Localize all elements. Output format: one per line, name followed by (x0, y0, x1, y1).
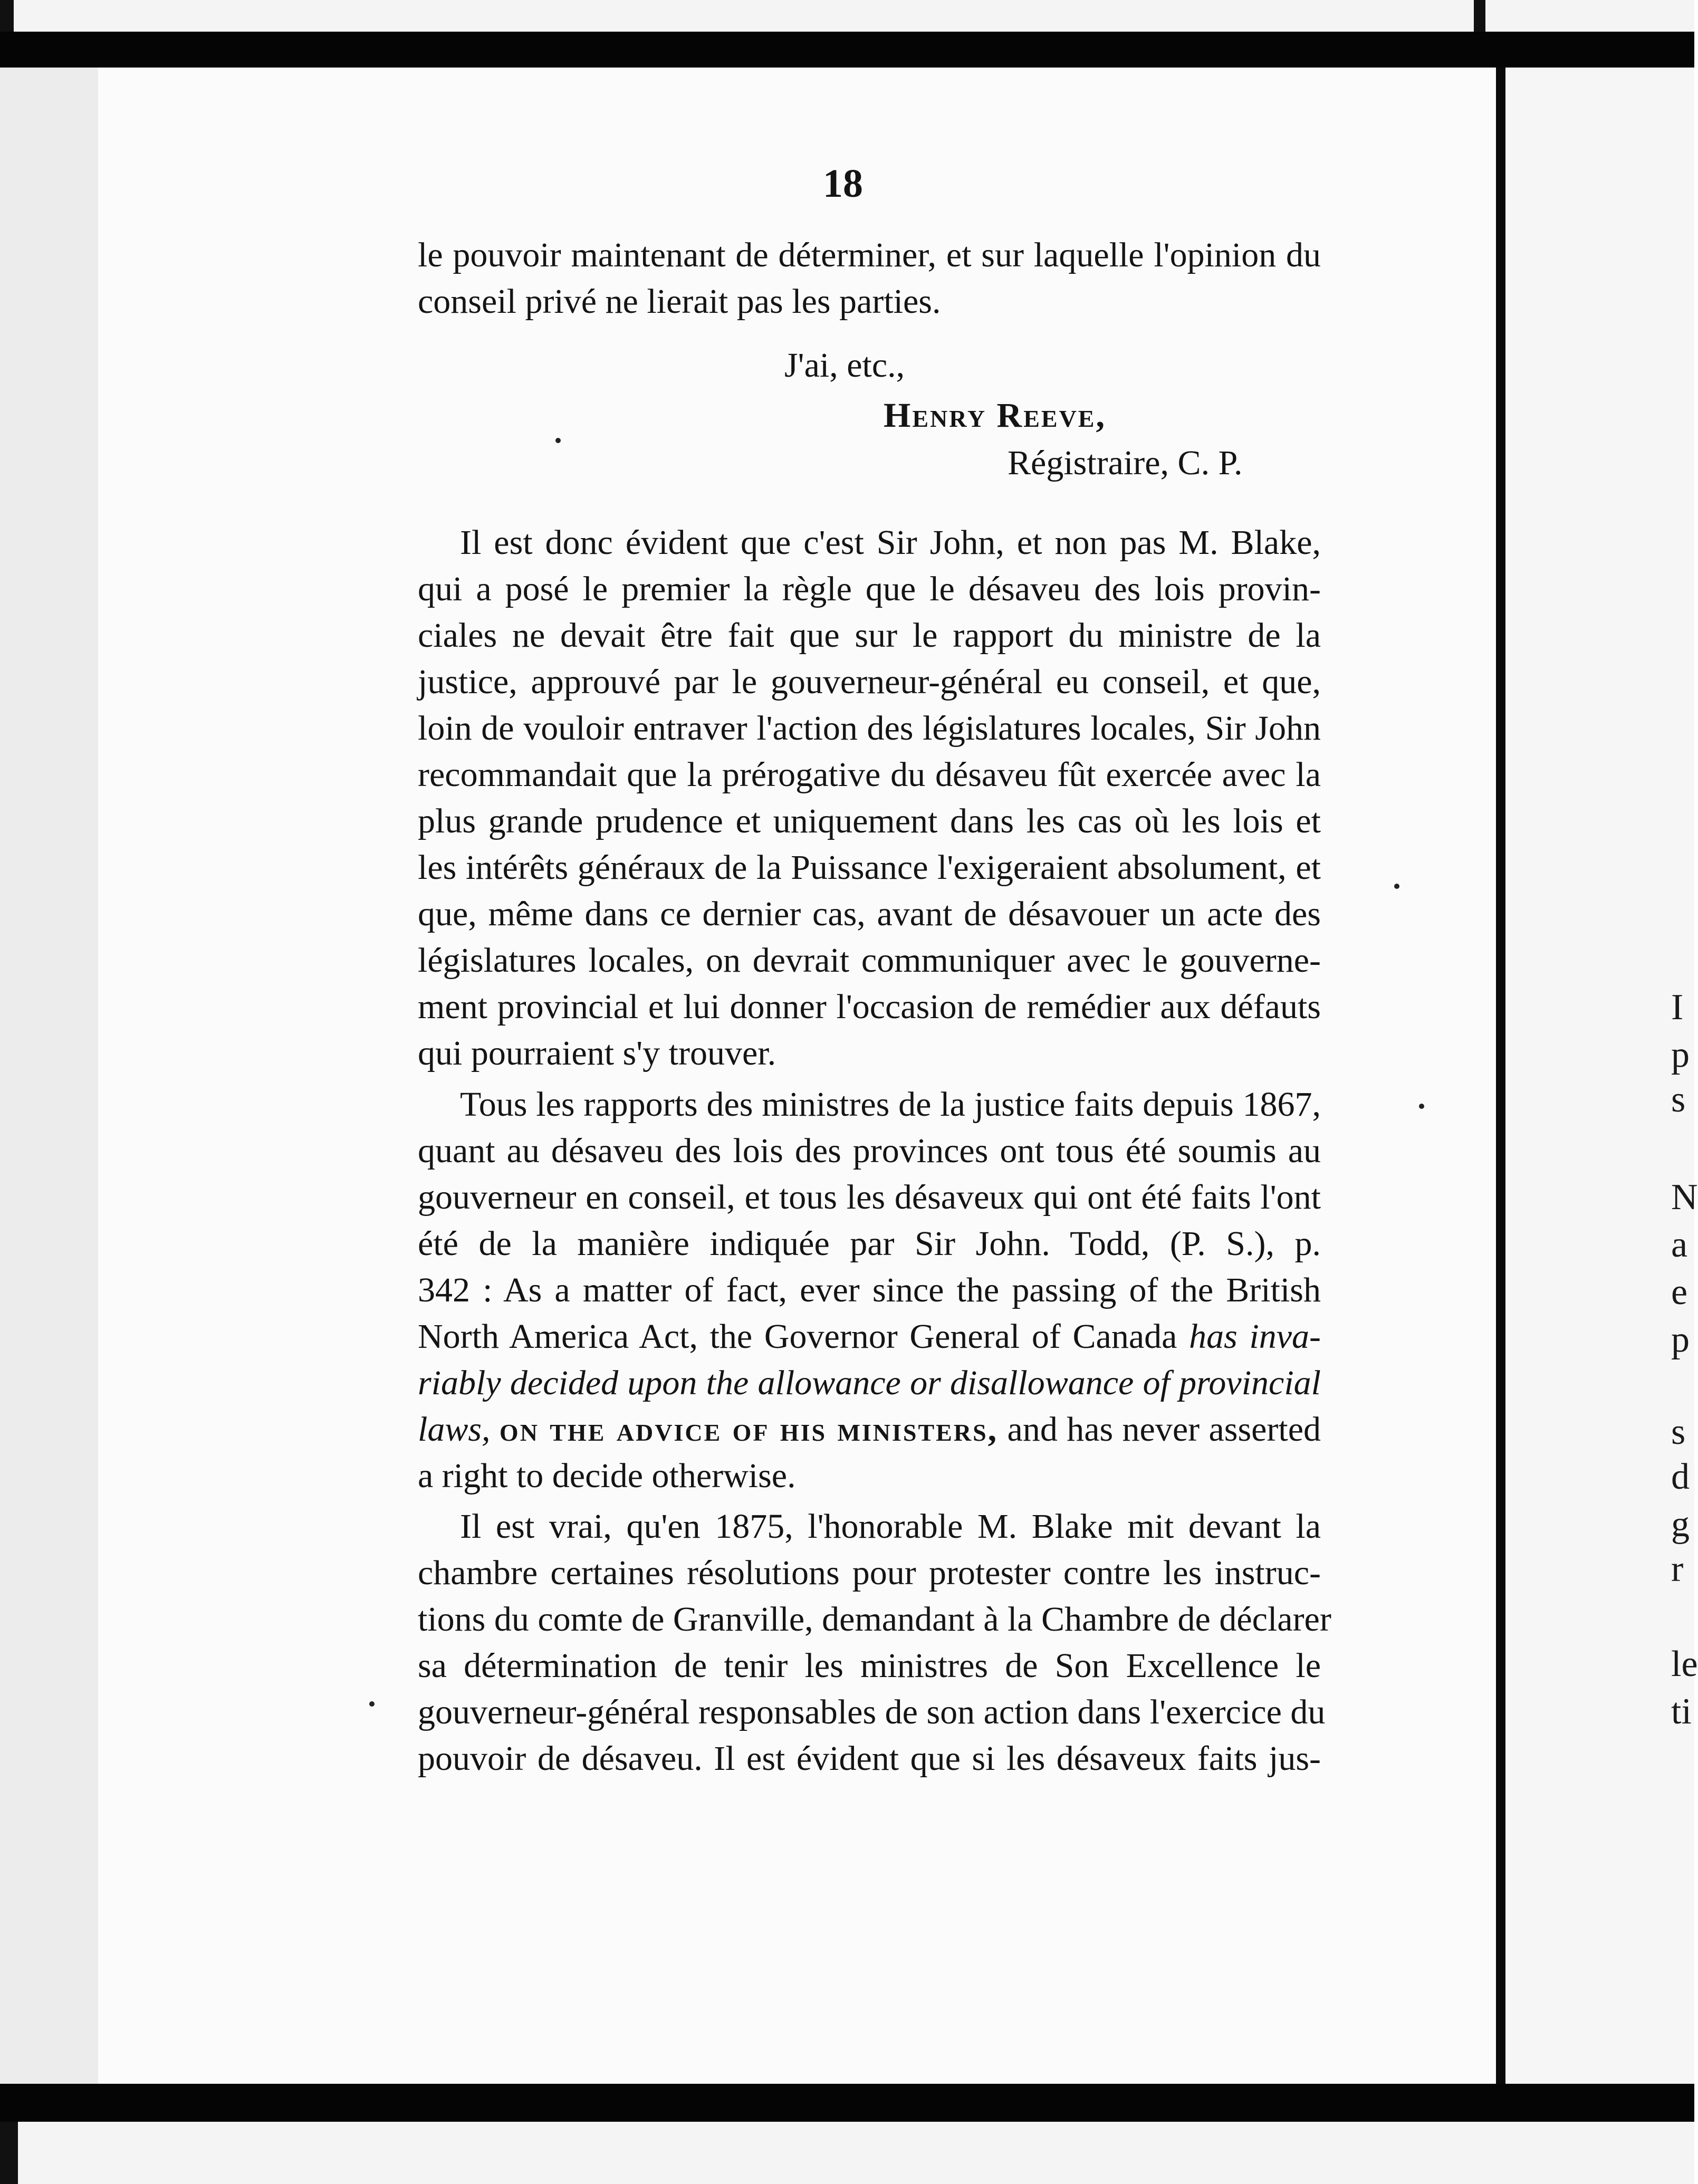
adjacent-page-fragment: d (1671, 1457, 1690, 1497)
quote-text: and has never asserted (1007, 1410, 1321, 1449)
text-line: recommandait que la prérogative du désaveu fût exercée avec la (418, 755, 1321, 794)
scan-bottom-margin (0, 2122, 1694, 2184)
quote-italic: has inva- (1189, 1317, 1321, 1356)
adjacent-page-fragment: s (1671, 1079, 1686, 1120)
text-line: ciales ne devait être fait que sur le rapport du ministre de la (418, 616, 1321, 655)
text-line: gouverneur-général responsables de son action dans l'exercice du (418, 1693, 1326, 1731)
scan-left-margin (0, 68, 98, 2084)
text-line: le pouvoir maintenant de déterminer, et sur laquelle l'opinion du (418, 236, 1321, 274)
scan-speck (1419, 1104, 1424, 1109)
text-line: qui pourraient s'y trouver. (418, 1034, 776, 1072)
paragraph-3 (418, 1503, 1331, 1782)
text-line: été de la manière indiquée par Sir John. Todd, (P. S.), p. (418, 1224, 1321, 1263)
page-number: 18 (823, 161, 863, 206)
signature-name: Henry Reeve, (884, 396, 1106, 435)
quote-emphasis: on the advice of his ministers, (499, 1410, 999, 1449)
adjacent-page-fragment: ti (1671, 1691, 1692, 1732)
adjacent-page-fragment: le (1671, 1644, 1698, 1684)
scan-notch (0, 2122, 18, 2184)
text-line: plus grande prudence et uniquement dans les cas où les lois et (418, 802, 1321, 840)
text-line: gouverneur en conseil, et tous les désaveux qui ont été faits l'ont (418, 1178, 1321, 1216)
text-line: que, même dans ce dernier cas, avant de désavouer un acte des (418, 895, 1321, 933)
adjacent-page-fragment: a (1671, 1224, 1688, 1265)
text-line: Il est vrai, qu'en 1875, l'honorable M. Blake mit devant la (460, 1507, 1321, 1546)
adjacent-page-fragment: N (1671, 1177, 1698, 1218)
text-line: tions du comte de Granville, demandant à la Chambre de déclarer (418, 1600, 1331, 1639)
scan-bottom-border (0, 2084, 1694, 2122)
text-line: Tous les rapports des ministres de la justice faits depuis 1867, (460, 1085, 1321, 1124)
quote-text: North America Act, the Governor General of Canada (418, 1317, 1177, 1356)
scan-speck (555, 438, 561, 443)
scan-speck (1394, 884, 1399, 889)
paragraph-1 (418, 520, 1321, 1077)
adjacent-page-fragment: p (1671, 1319, 1690, 1360)
adjacent-page-fragment: s (1671, 1412, 1686, 1452)
quote-italic-line: riably decided upon the allowance or disallowance of provincial (418, 1364, 1321, 1402)
text-line: qui a posé le premier la règle que le désaveu des lois provin- (418, 570, 1321, 608)
adjacent-page-fragment: e (1671, 1272, 1688, 1313)
page-spine (1496, 68, 1505, 2084)
text-line (418, 1314, 1321, 1360)
adjacent-page-fragment: r (1671, 1549, 1684, 1589)
text-line: 342 : As a matter of fact, ever since the passing of the British (418, 1271, 1321, 1309)
adjacent-page-fragment: g (1671, 1504, 1690, 1545)
text-line: chambre certaines résolutions pour protester contre les instruc- (418, 1554, 1321, 1592)
text-line: législatures locales, on devrait communiquer avec le gouverne- (418, 941, 1321, 980)
text-line: conseil privé ne lierait pas les parties. (418, 282, 941, 321)
text-line: justice, approuvé par le gouverneur-général eu conseil, et que, (418, 663, 1321, 701)
text-line (418, 1406, 1321, 1453)
text-line: loin de vouloir entraver l'action des législatures locales, Sir John (418, 709, 1321, 748)
adjacent-page-fragment: I (1671, 987, 1684, 1028)
adjacent-page (1505, 68, 1698, 2084)
text-line: sa détermination de tenir les ministres de Son Excellence le (418, 1646, 1321, 1685)
text-line: quant au désaveu des lois des provinces ont tous été soumis au (418, 1132, 1321, 1170)
quote-italic: laws, (418, 1410, 491, 1449)
signature-closing: J'ai, etc., (784, 346, 905, 385)
text-line: pouvoir de désaveu. Il est évident que si les désaveux faits jus- (418, 1739, 1321, 1778)
scan-top-margin (0, 0, 1694, 32)
scan-notch (1474, 0, 1485, 32)
text-line: les intérêts généraux de la Puissance l'exigeraient absolument, et (418, 848, 1321, 887)
adjacent-page-fragment: p (1671, 1034, 1690, 1075)
paragraph-2 (418, 1081, 1321, 1499)
scan-speck (369, 1701, 375, 1707)
text-line: Il est donc évident que c'est Sir John, et non pas M. Blake, (460, 523, 1321, 562)
scan-notch (0, 0, 14, 32)
text-line: a right to decide otherwise. (418, 1457, 796, 1495)
text-line: ment provincial et lui donner l'occasion de remédier aux défauts (418, 988, 1321, 1026)
signature-title: Régistraire, C. P. (1008, 444, 1243, 482)
scan-top-border (0, 32, 1694, 68)
opening-text (418, 232, 1321, 325)
